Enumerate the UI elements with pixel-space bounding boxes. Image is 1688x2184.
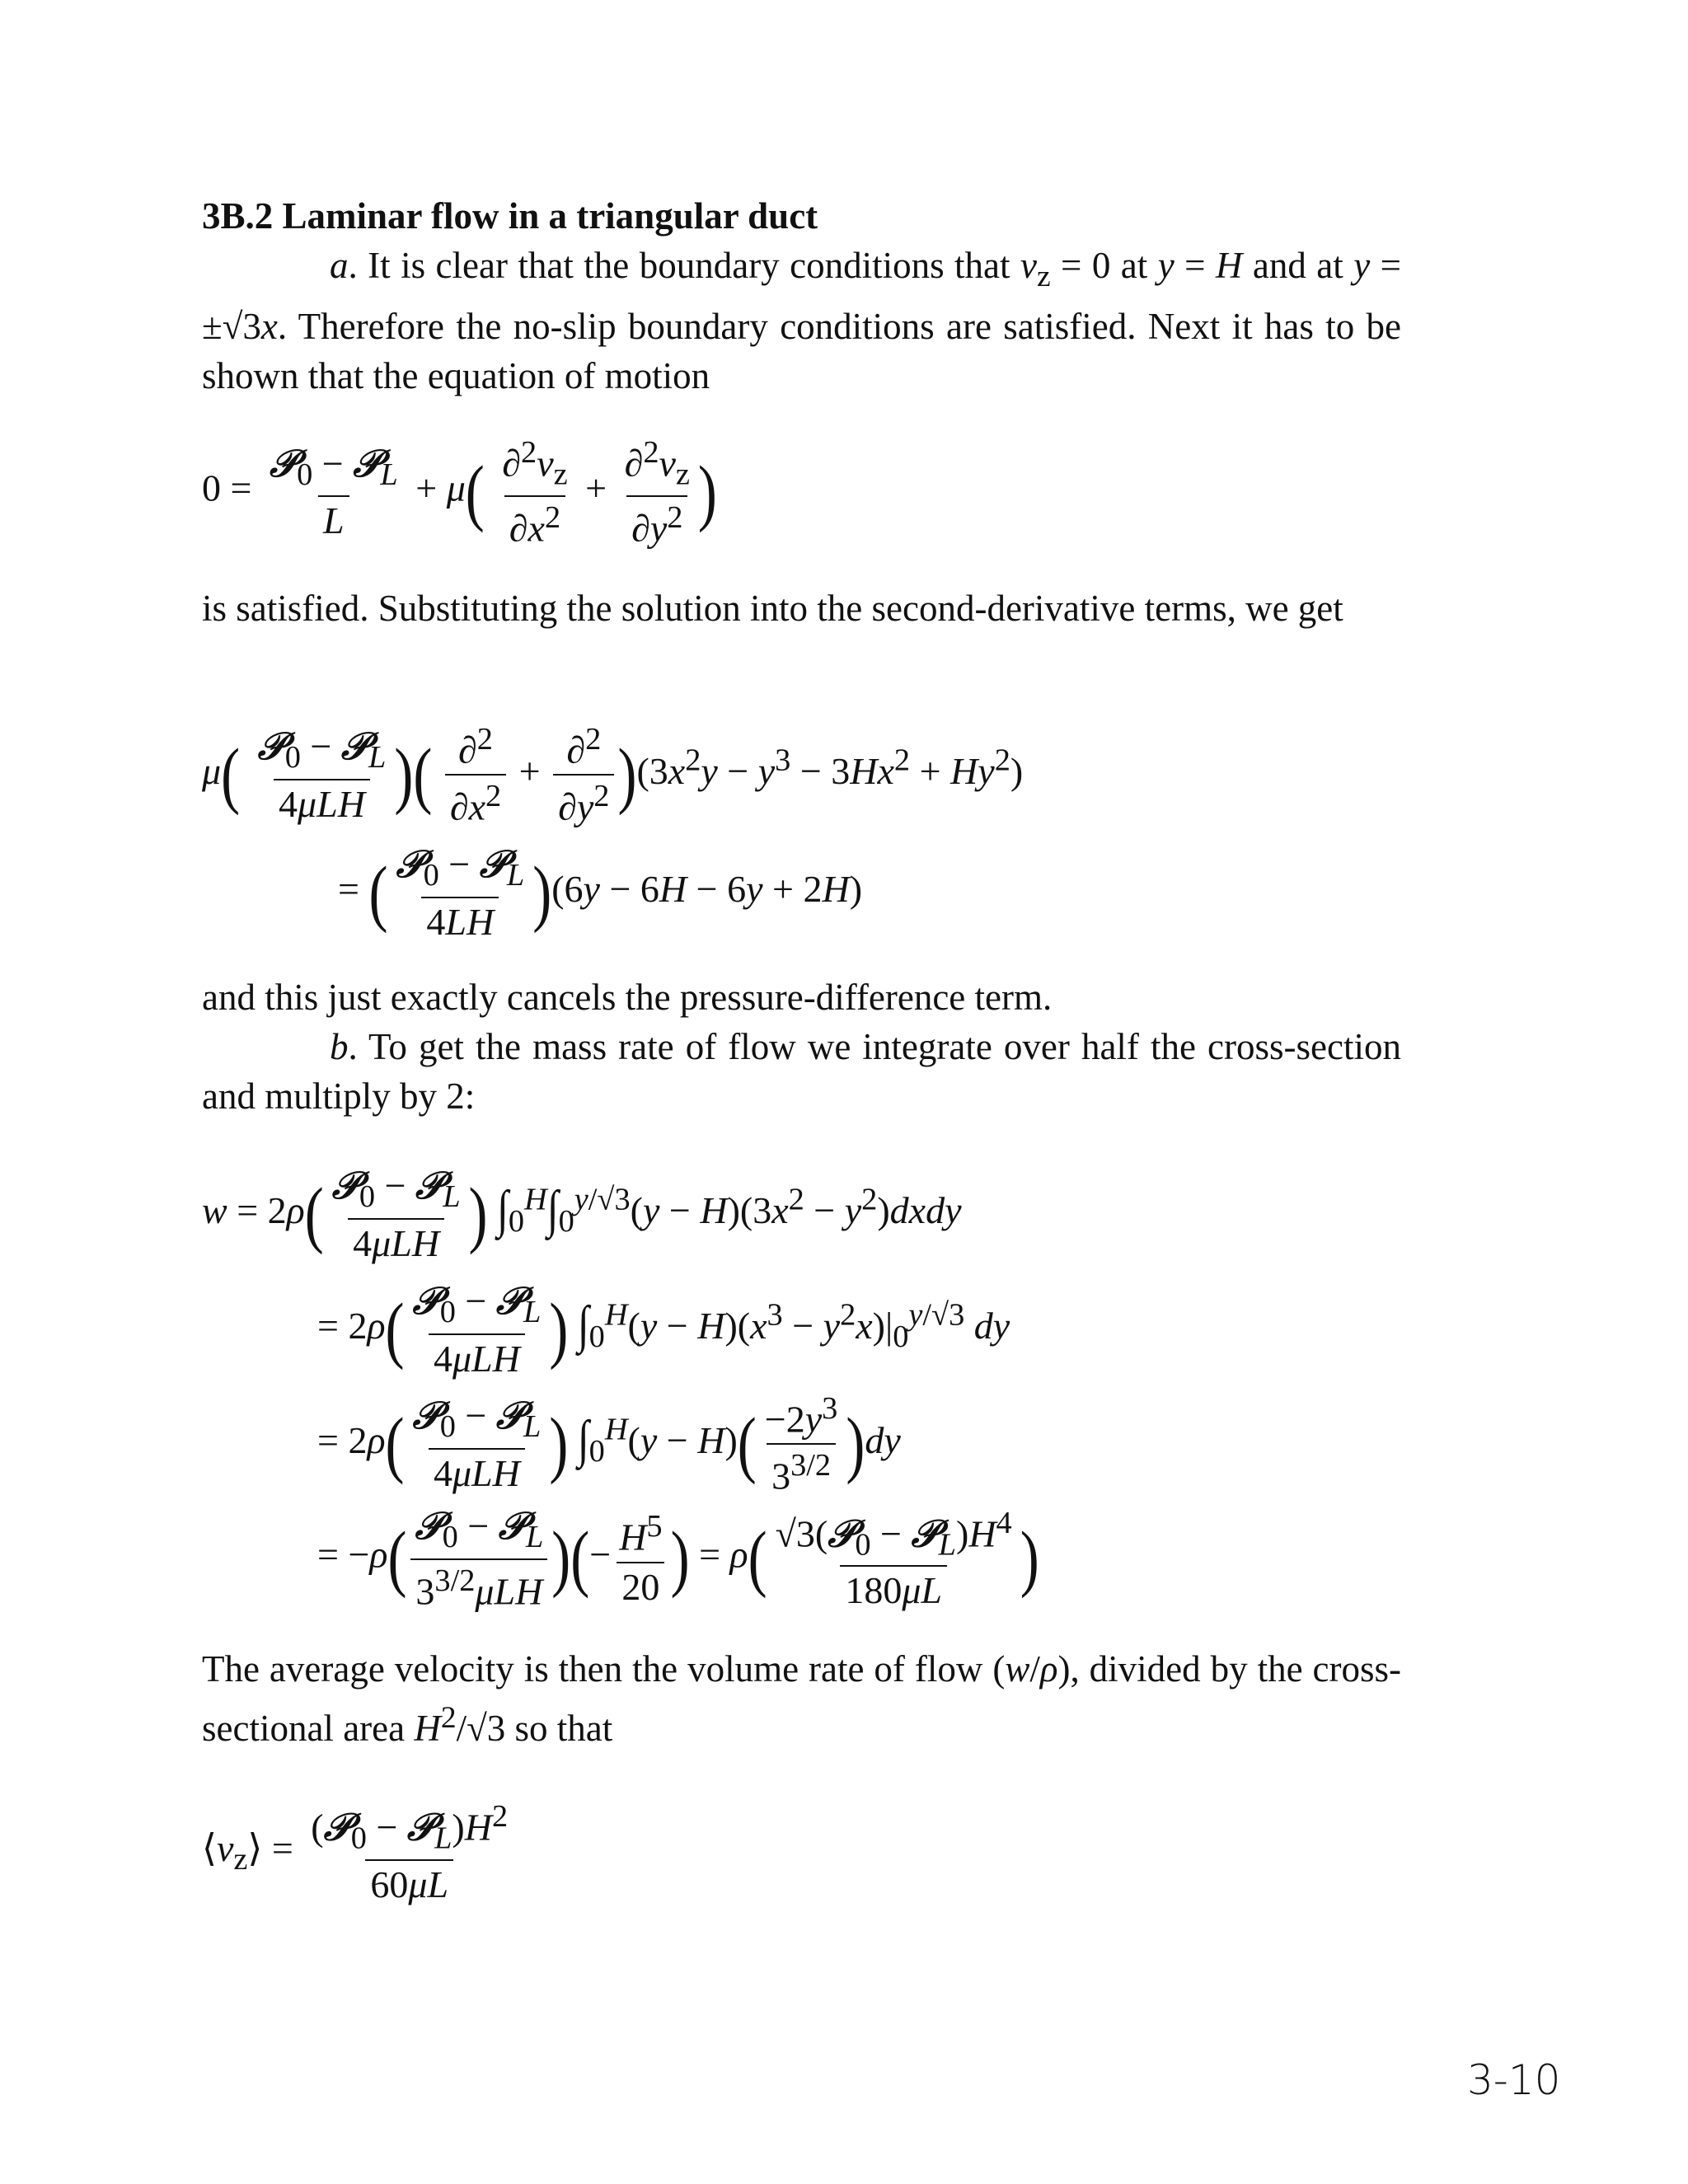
section-heading: 3B.2 Laminar flow in a triangular duct bbox=[202, 195, 818, 237]
paragraph-average-velocity: The average velocity is then the volume rate of flow (w/ρ), divided by the cross-sectional area $H^2/√3$ so that bbox=[202, 1648, 1401, 1749]
equation-mass-line2: = 2ρ( $\frac{𝒫_0 - 𝒫_L}{\text{4μLH}}$ ) $\int_0^H(y - H)(x^3 - y^2x)|_0^{y/√3}$ dy bbox=[317, 1278, 1010, 1380]
paragraph-part-b: and this just exactly cancels the pressure-difference term. b. To get the mass rate of flow we integrate over half the cross-section and multiply by 2: bbox=[202, 977, 1401, 1117]
equation-mass-line3: = 2ρ( $\frac{𝒫_0 - 𝒫_L}{\text{4μLH}}$ ) $\int_0^H(y - H)$( $\frac{-2y^3}{3^{3/2}}$ )dy bbox=[317, 1391, 901, 1497]
equation-average-velocity: $⟨v_z⟩$ = $\frac{(𝒫_0 - 𝒫_L)H^2}{60\mu L}$ bbox=[202, 1799, 509, 1905]
equation-mass-line4: = −ρ( $\frac{𝒫_0 - 𝒫_L}{3^{3/2}\mu LH}$ )(− $\frac{H^5}{20}$ ) = ρ( $\frac{√3(𝒫_0 - 𝒫_L)H^4}{180\mu L}$ ) bbox=[317, 1503, 1039, 1612]
equation-mass-line1: w = 2ρ( $\frac{𝒫_0 - 𝒫_L}{\text{4μLH}}$ ) $\int_0^H\int_0^{y/√3}(y - H)(3x^2$ − $y^2)dxdy$ bbox=[202, 1163, 962, 1264]
paragraph-cancels: and this just exactly cancels the pressure-difference term. bbox=[202, 977, 1053, 1018]
paragraph-satisfied: is satisfied. Substituting the solution into the second-derivative terms, we get bbox=[202, 588, 1343, 629]
page-number: 3-10 bbox=[1467, 2056, 1561, 2104]
equation-substitution-line2: = ( $\frac{𝒫_0 - 𝒫_L}{4LH}$ )(6y − 6H − 6y + 2H) bbox=[338, 841, 863, 943]
equation-substitution-line1: μ( $\frac{𝒫_0 - 𝒫_L}{\text{4μLH}}$ )( $\frac{\partial^2}{\partial x^2}$ + $\frac{\partial^2}{\partial y^2}$ )$(3x^2y - y^3 - 3Hx^2 + Hy^2)$ bbox=[202, 722, 1024, 828]
paragraph-part-a: 3B.2 Laminar flow in a triangular duct a. It is clear that the boundary conditions that $v_z = 0$ at y = H and at y = ±√3x. Therefore the no-slip boundary conditions are satisfied. Next it has to be shown that the equation of motion bbox=[202, 195, 1401, 396]
equation-of-motion: 0 = $\frac{𝒫_0 - 𝒫_L}{L}$ + μ( $\frac{\partial^2v_z}{\partial x^2}$ + $\frac{\partial^2v_z}{\partial y^2}$ ) bbox=[202, 435, 717, 550]
